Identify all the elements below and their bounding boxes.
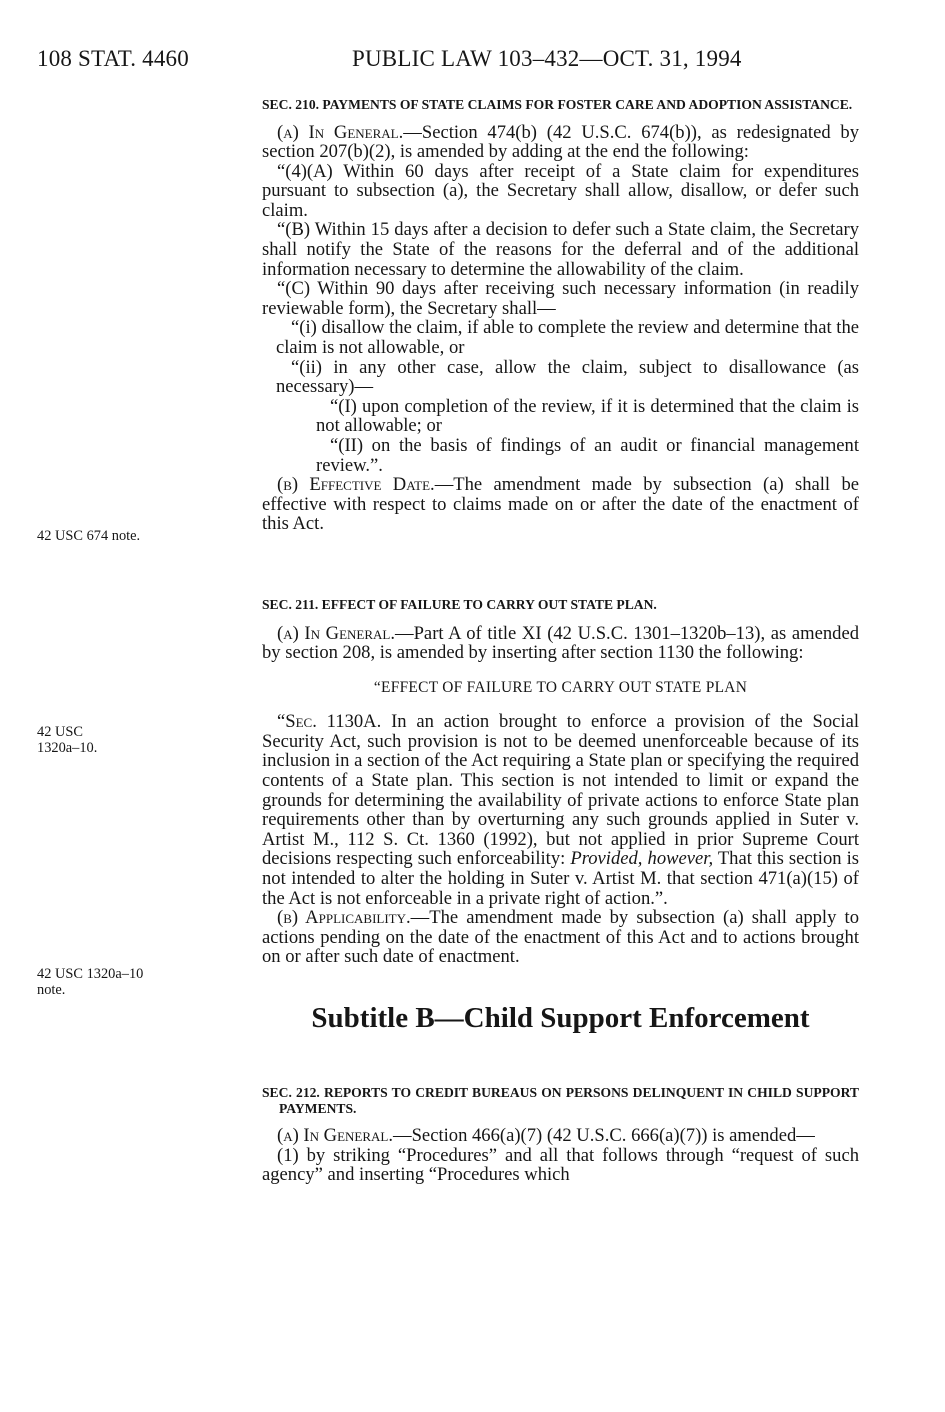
section-label: “Sec. 1130A. — [277, 711, 382, 733]
margin-note-line: 42 USC — [37, 724, 83, 740]
margin-note-line: 42 USC 1320a–10 — [37, 966, 144, 982]
paragraph-text: That this section is not intended to alter the holding in Suter v. Artist M. that section 471(a)(15) of the Act is not enforceable in a private right of action.”. — [262, 848, 859, 909]
section-heading: SEC. 212. REPORTS TO CREDIT BUREAUS ON PERSONS DELINQUENT IN CHILD SUPPORT PAYMENTS. — [262, 1085, 859, 1116]
section-210 — [262, 97, 859, 534]
clause: “(i) disallow the claim, if able to complete the review and determine that the claim is not allowable, or — [276, 317, 859, 359]
margin-note-674: 42 USC 674 note. — [37, 528, 141, 544]
subclause: “(I) upon completion of the review, if it is determined that the claim is not allowable; or — [316, 395, 859, 437]
paragraph — [262, 1126, 859, 1146]
subsection-label: (a) In General. — [277, 1125, 393, 1146]
margin-note-line: note. — [37, 982, 66, 998]
paragraph-text: In an action brought to enforce a provision of the Social Security Act, such provision is not to be deemed unenforceable because of its inclusion in a section of the Act requiring a State plan or specifying the required contents of a State plan. This section is not intended to limit or expand the grounds for determining the availability of private actions to enforce State plan requirements other than by overturning any such grounds applied in Suter v. Artist M., 112 S. Ct. 1360 (1992), but not applied in prior Supreme Court decisions respecting such enforceability: — [262, 711, 860, 870]
paragraph: “(C) Within 90 days after receiving such necessary information (in readily reviewable form), the Secretary shall— — [262, 278, 859, 319]
subsection-label: (b) Effective Date. — [277, 474, 435, 496]
paragraph: “(4)(A) Within 60 days after receipt of a State claim for expenditures pursuant to subsection (a), the Secretary shall allow, disallow, or defer such claim. — [262, 160, 859, 221]
section-212 — [262, 1085, 859, 1185]
paragraph: “(B) Within 15 days after a decision to defer such a State claim, the Secretary shall notify the State of the reasons for the deferral and of the additional information necessary to determine the allowability of the claim. — [262, 219, 859, 280]
subsection-label: (b) Applicability. — [277, 907, 411, 929]
subtitle-heading: Subtitle B—Child Support Enforcement — [311, 1002, 810, 1034]
running-header-stat: 108 STAT. 4460 — [37, 46, 189, 71]
paragraph — [262, 908, 859, 967]
paragraph-text: —Part A of title XI (42 U.S.C. 1301–1320b–13), as amended by section 208, is amended by inserting after section 1130 the following: — [262, 622, 859, 664]
paragraph-text: —The amendment made by subsection (a) shall apply to actions pending on the date of the enactment of this Act and to actions brought on or after such date of enactment. — [262, 907, 859, 968]
margin-note-1320a-10-note — [37, 966, 227, 998]
paragraph-text: —Section 474(b) (42 U.S.C. 674(b)), as redesignated by section 207(b)(2), is amended by adding at the end the following: — [262, 121, 859, 163]
paragraph-text: —Section 466(a)(7) (42 U.S.C. 666(a)(7)) is amended— — [393, 1125, 815, 1146]
subsection-label: (a) In General. — [277, 121, 404, 143]
paragraph-text: —The amendment made by subsection (a) shall be effective with respect to claims made on or after the date of the enactment of this Act. — [262, 474, 859, 535]
section-211 — [262, 597, 859, 967]
section-heading: SEC. 211. EFFECT OF FAILURE TO CARRY OUT STATE PLAN. — [262, 597, 657, 612]
subsection-label: (a) In General. — [277, 622, 395, 644]
paragraph — [262, 712, 859, 908]
margin-note-1320a-10 — [37, 724, 227, 756]
section-caption: “EFFECT OF FAILURE TO CARRY OUT STATE PLAN — [373, 678, 748, 696]
margin-note-line: 1320a–10. — [37, 740, 98, 756]
paragraph — [262, 475, 859, 534]
paragraph — [262, 123, 859, 162]
paragraph: (1) by striking “Procedures” and all that follows through “request of such agency” and inserting “Procedures which — [262, 1144, 859, 1186]
paragraph — [262, 624, 859, 663]
running-header-public-law: PUBLIC LAW 103–432—OCT. 31, 1994 — [352, 46, 742, 71]
subclause: “(II) on the basis of findings of an audit or financial management review.”. — [316, 435, 859, 476]
italic-text: Provided, however, — [570, 848, 714, 870]
clause: “(ii) in any other case, allow the claim, subject to disallowance (as necessary)— — [276, 356, 859, 398]
section-heading: SEC. 210. PAYMENTS OF STATE CLAIMS FOR FOSTER CARE AND ADOPTION ASSISTANCE. — [262, 97, 853, 112]
